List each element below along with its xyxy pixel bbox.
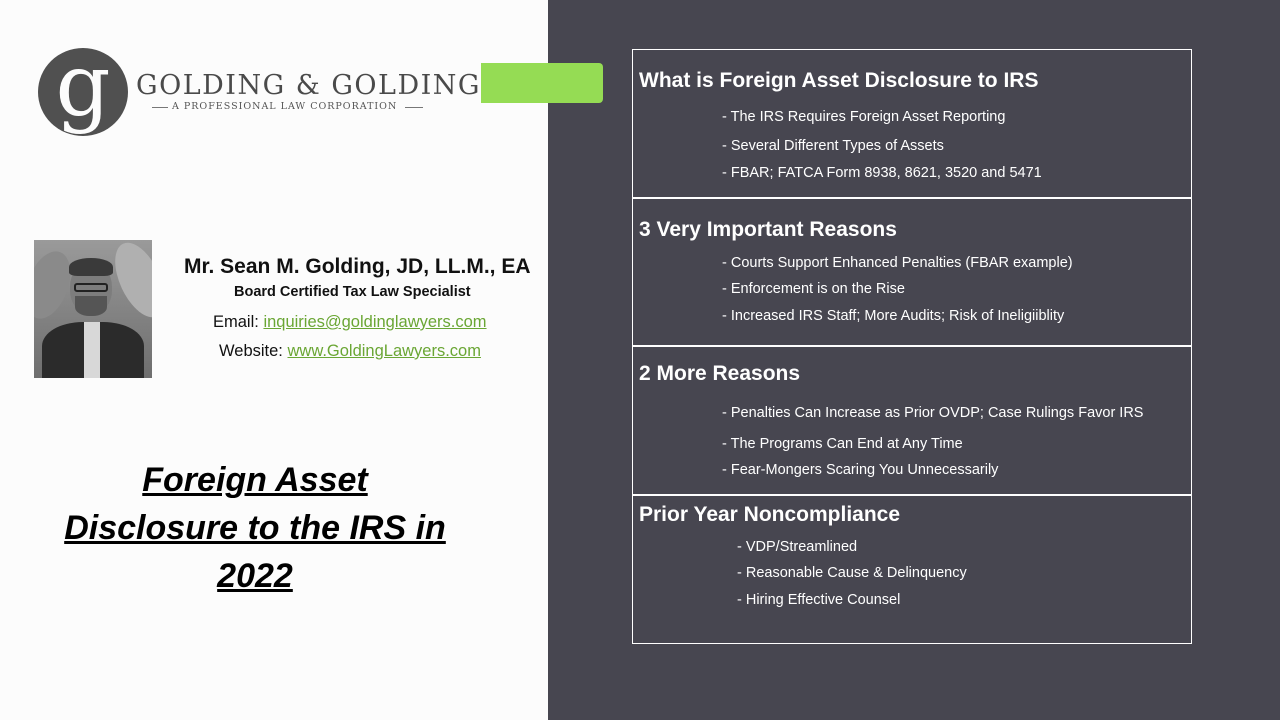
section-panel-4 xyxy=(632,494,1192,644)
section-heading: Prior Year Noncompliance xyxy=(639,503,901,526)
logo-letter: g xyxy=(55,48,111,136)
title-line-2: Disclosure to the IRS in xyxy=(64,509,446,547)
website-label: Website: xyxy=(219,342,288,360)
presentation-title xyxy=(40,456,470,600)
section-bullet: - Increased IRS Staff; More Audits; Risk of Ineligiiblity xyxy=(722,308,1065,324)
attorney-name: Mr. Sean M. Golding, JD, LL.M., EA xyxy=(184,255,531,278)
photo-beard xyxy=(75,296,107,316)
title-line-1: Foreign Asset xyxy=(142,461,368,499)
section-bullet: - FBAR; FATCA Form 8938, 8621, 3520 and 5471 xyxy=(722,165,1042,181)
photo-foliage-right xyxy=(105,240,152,325)
firm-subtitle-rule-left xyxy=(152,107,168,108)
section-panel-3 xyxy=(632,345,1192,496)
firm-subtitle-rule-right xyxy=(405,107,423,108)
section-bullet: - The IRS Requires Foreign Asset Reporting xyxy=(722,109,1006,125)
section-heading: 3 Very Important Reasons xyxy=(639,218,897,241)
section-bullet: - Fear-Mongers Scaring You Unnecessarily xyxy=(722,462,999,478)
section-panel-2 xyxy=(632,197,1192,347)
section-bullet: - Hiring Effective Counsel xyxy=(737,592,901,608)
section-bullet: - Enforcement is on the Rise xyxy=(722,281,905,297)
section-bullet: - VDP/Streamlined xyxy=(737,539,858,555)
photo-glasses xyxy=(74,283,108,292)
email-line xyxy=(213,313,487,332)
accent-bar xyxy=(481,63,603,103)
section-heading: 2 More Reasons xyxy=(639,362,801,385)
title-line-3: 2022 xyxy=(217,557,293,595)
photo-shirt xyxy=(84,322,100,378)
website-line xyxy=(219,342,481,361)
section-bullet: - Several Different Types of Assets xyxy=(722,138,944,154)
website-link[interactable]: www.GoldingLawyers.com xyxy=(287,342,481,360)
section-panel-1 xyxy=(632,49,1192,199)
section-bullet: - Penalties Can Increase as Prior OVDP; Case Rulings Favor IRS xyxy=(722,405,1144,421)
section-bullet: - The Programs Can End at Any Time xyxy=(722,436,963,452)
attorney-photo xyxy=(34,240,152,378)
attorney-title: Board Certified Tax Law Specialist xyxy=(234,284,471,300)
firm-name: GOLDING & GOLDING xyxy=(136,70,481,101)
section-bullet: - Reasonable Cause & Delinquency xyxy=(737,565,967,581)
email-link[interactable]: inquiries@goldinglawyers.com xyxy=(263,313,487,331)
photo-hair xyxy=(69,258,113,276)
section-bullet: - Courts Support Enhanced Penalties (FBAR example) xyxy=(722,255,1073,271)
section-heading: What is Foreign Asset Disclosure to IRS xyxy=(639,69,1039,92)
email-label: Email: xyxy=(213,313,264,331)
firm-logo xyxy=(38,48,128,136)
firm-subtitle: A PROFESSIONAL LAW CORPORATION xyxy=(172,101,398,112)
